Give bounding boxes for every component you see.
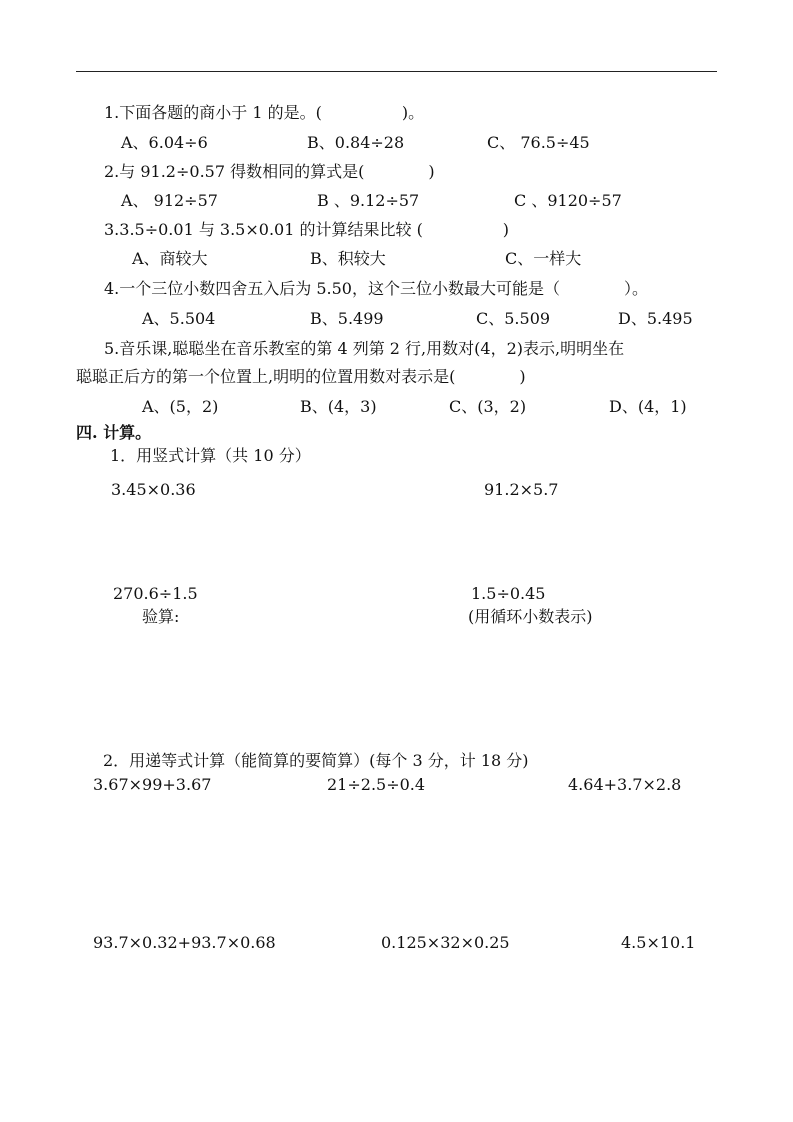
question-1-stem: 1.下面各题的商小于 1 的是。( )。 <box>104 103 425 122</box>
stepwise-calc-2: 21÷2.5÷0.4 <box>327 775 426 794</box>
question-5-option-b: B、(4，3) <box>300 397 377 416</box>
question-2-option-c: C 、9120÷57 <box>514 191 622 210</box>
question-2-option-a: A、 912÷57 <box>121 191 218 210</box>
part-1-title: 1．用竖式计算（共 10 分） <box>110 446 311 465</box>
header-rule <box>76 71 717 72</box>
vertical-calc-1: 3.45×0.36 <box>111 480 196 499</box>
question-3-option-a: A、商较大 <box>132 249 208 268</box>
question-5-option-a: A、(5，2) <box>142 397 219 416</box>
question-3-option-b: B、积较大 <box>310 249 386 268</box>
question-5-stem-line-1: 5.音乐课,聪聪坐在音乐教室的第 4 列第 2 行,用数对(4，2)表示,明明坐在 <box>104 339 625 358</box>
part-2-title: 2．用递等式计算（能简算的要简算）(每个 3 分，计 18 分) <box>103 751 529 770</box>
section-4-heading: 四. 计算。 <box>76 423 152 442</box>
question-3-option-c: C、一样大 <box>505 249 582 268</box>
question-5-option-c: C、(3，2) <box>449 397 527 416</box>
check-label: 验算: <box>142 607 180 626</box>
question-5-option-d: D、(4，1) <box>609 397 687 416</box>
vertical-calc-4: 1.5÷0.45 <box>471 584 546 603</box>
question-2-stem: 2.与 91.2÷0.57 得数相同的算式是( ) <box>104 162 435 181</box>
vertical-calc-3: 270.6÷1.5 <box>113 584 198 603</box>
question-5-stem-line-2: 聪聪正后方的第一个位置上,明明的位置用数对表示是( ) <box>76 367 526 386</box>
question-2-option-b: B 、9.12÷57 <box>317 191 420 210</box>
stepwise-calc-1: 3.67×99+3.67 <box>93 775 212 794</box>
question-3-stem: 3.3.5÷0.01 与 3.5×0.01 的计算结果比较 ( ) <box>104 220 510 239</box>
question-4-option-d: D、5.495 <box>618 309 693 328</box>
question-1-option-c: C、 76.5÷45 <box>487 133 590 152</box>
stepwise-calc-4: 93.7×0.32+93.7×0.68 <box>93 933 276 952</box>
stepwise-calc-6: 4.5×10.1 <box>621 933 696 952</box>
vertical-calc-2: 91.2×5.7 <box>484 480 559 499</box>
question-4-stem: 4.一个三位小数四舍五入后为 5.50，这个三位小数最大可能是（ ）。 <box>104 279 648 298</box>
stepwise-calc-5: 0.125×32×0.25 <box>381 933 510 952</box>
stepwise-calc-3: 4.64+3.7×2.8 <box>568 775 682 794</box>
repeating-decimal-note: (用循环小数表示) <box>468 607 593 626</box>
question-4-option-b: B、5.499 <box>310 309 384 328</box>
question-4-option-a: A、5.504 <box>142 309 216 328</box>
question-1-option-b: B、0.84÷28 <box>307 133 405 152</box>
question-4-option-c: C、5.509 <box>476 309 551 328</box>
question-1-option-a: A、6.04÷6 <box>121 133 208 152</box>
